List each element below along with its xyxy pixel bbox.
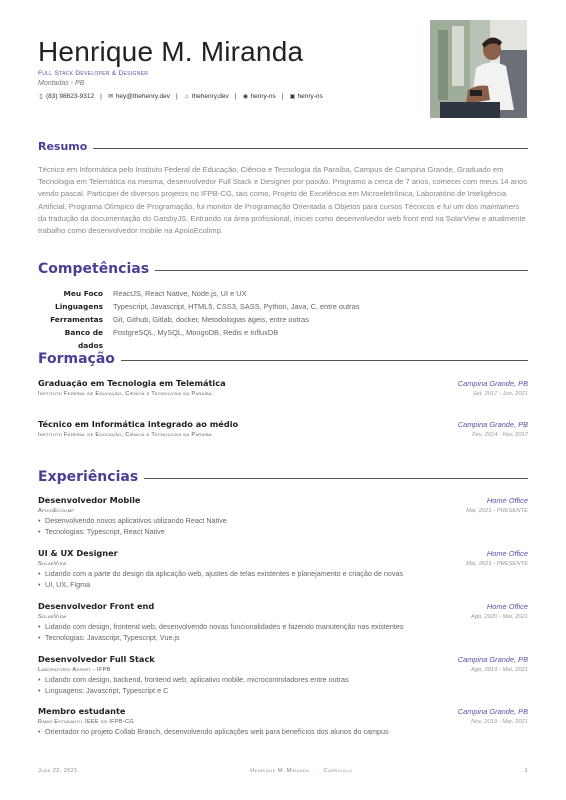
skills-section-title	[38, 261, 528, 277]
address: Montadas - PB	[38, 80, 85, 87]
bullet-item: • Lidando com a parte do design da aplicação web, ajustes de telas existentes e planejamento e criação de novas	[38, 569, 528, 580]
entry-title: Graduação em Tecnologia em Telemática	[38, 378, 226, 388]
full-name: Henrique M. Miranda	[38, 36, 304, 67]
experience-entry	[38, 601, 528, 643]
profile-photo-image	[430, 20, 527, 118]
entry-location: Campina Grande, PB	[457, 655, 528, 664]
email-text: hey@thehenry.dev	[115, 93, 170, 100]
section-divider	[121, 360, 528, 361]
entry-title: Técnico em Informática integrado ao médio	[38, 419, 239, 429]
skill-row	[38, 287, 359, 300]
education-heading: Formação	[38, 351, 115, 367]
contact-list	[38, 93, 428, 100]
skill-row	[38, 313, 359, 326]
entry-bullets	[38, 622, 528, 643]
skill-row	[38, 300, 359, 313]
entry-organization: ApoioEcolimp	[38, 508, 75, 514]
education-entry	[38, 378, 528, 397]
github-text: henry-ns	[250, 93, 276, 100]
summary-emphasis: maintainers	[480, 201, 520, 211]
website-text: thehenry.dev	[191, 93, 229, 100]
mobile-icon: ▯	[39, 93, 43, 100]
bullet-item: • Desenvolvendo novos aplicativos utilizando React Native	[38, 516, 528, 527]
skills-list	[38, 287, 359, 352]
skill-value: Typescript, Javascript, HTML5, CSS3, SASS, Python, Java, C, entre outras	[113, 302, 360, 311]
entry-location: Home Office	[486, 549, 528, 558]
phone-text: (83) 98623-9312	[46, 93, 95, 100]
entry-title: Desenvolvedor Front end	[38, 601, 155, 611]
entry-title: Membro estudante	[38, 706, 126, 716]
skill-key: Meu Foco	[63, 289, 103, 298]
summary-text	[38, 164, 528, 237]
bullet-item: • Tecnologias: Typescript, React Native	[38, 527, 528, 538]
entry-title: Desenvolvedor Full Stack	[38, 654, 155, 664]
footer-doc: Currículo	[323, 768, 353, 774]
entry-organization: SolarView	[38, 561, 67, 567]
profile-photo	[430, 20, 527, 118]
entry-bullets	[38, 675, 528, 696]
entry-date: Ago, 2019 - Mai, 2021	[470, 667, 528, 673]
education-entry	[38, 419, 528, 438]
summary-text-part: Técnico em Informática pelo Instituto Federal de Educação, Ciência e Tecnologia da Paraíba, Campus de Campina Grande, Graduado em Tecnologia em Telemática na mesma, desenvolvedor Full Stack e Designer por paixão. Programo a cerca de 7 anos, comecei com meus 14 anos vendo pascal. Participei de diversos projetos no IFPB-CG, tais como, Projeto de Excelência em Microeletrônica, Laboratório de Inteligência Artificial, Programa Olímpico de Programação, fui monitor de Programação Orientada a Objetos para cursos Técnicos e fui um dos	[38, 165, 528, 211]
bullet-item: • Lidando com design, backend, frontend web, aplicativo mobile, microcontroladores entre outras	[38, 675, 528, 686]
entry-date: Set, 2017 - Jun, 2021	[472, 391, 528, 397]
entry-date: Mai, 2021 - PRESENTE	[466, 561, 528, 567]
skill-key: Linguagens	[54, 302, 103, 311]
job-position: Full Stack Developer & Designer	[38, 70, 149, 77]
skill-key: Ferramentas	[50, 315, 103, 324]
home-icon: ⌂	[184, 93, 189, 100]
skill-row	[38, 326, 359, 352]
linkedin-contact[interactable]	[289, 93, 322, 100]
footer-date: June 22, 2021	[38, 768, 78, 774]
bullet-item: • Linguagens: Javascript, Typescript e C	[38, 686, 528, 697]
skills-heading: Competências	[38, 261, 150, 277]
entry-location: Campina Grande, PB	[457, 379, 528, 388]
summary-heading: Resumo	[38, 140, 88, 153]
section-divider	[93, 148, 528, 149]
entry-bullets	[38, 569, 528, 590]
entry-location: Campina Grande, PB	[457, 707, 528, 716]
bullet-item: • Tecnologias: Javascript, Typescript, Vue.js	[38, 633, 528, 644]
experience-heading: Experiências	[38, 469, 139, 485]
linkedin-text: henry-ns	[297, 93, 323, 100]
summary-text-part: da tradução da documentação do GatsbyJS. Entrando na área profissional, iniciei como desenvolvedor web front end na SolarView e atualmente trabalho como desenvolvedor mobile na ApoioEcolimp.	[38, 213, 526, 236]
skill-value: Git, Github, Gitlab, docker, Metodologias ágeis, entre outras	[113, 315, 309, 324]
phone-contact[interactable]	[38, 93, 94, 100]
github-contact[interactable]	[242, 93, 275, 100]
entry-organization: Instituto Federal de Educação, Ciência e Tecnologia da Paraíba	[38, 391, 212, 397]
footer-center	[250, 768, 352, 774]
skill-value: PostgreSQL, MySQL, MongoDB, Redis e InfluxDB	[113, 328, 279, 337]
separator: |	[100, 93, 102, 100]
github-icon: ◉	[242, 93, 249, 100]
resume-header	[38, 36, 428, 100]
experience-entry	[38, 654, 528, 696]
entry-organization: SolarView	[38, 614, 67, 620]
footer-dot: ·	[315, 768, 318, 774]
entry-organization: Laboratório Assert - IFPB	[38, 667, 111, 673]
bullet-item: • Lidando com design, frontend web, desenvolvendo novas funcionalidades e fazendo manutenção nas existentes	[38, 622, 528, 633]
entry-location: Home Office	[486, 496, 528, 505]
skill-value: ReactJS, React Native, Node.js, UI e UX	[113, 289, 247, 298]
page-number: 1	[524, 768, 528, 774]
separator: |	[281, 93, 284, 100]
section-divider	[144, 478, 528, 479]
entry-date: Nov, 2019 - Mar, 2021	[471, 719, 528, 725]
entry-date: Mai, 2021 - PRESENTE	[466, 508, 528, 514]
entry-title: Desenvolvedor Mobile	[38, 495, 141, 505]
experience-entry	[38, 495, 528, 537]
skill-key: Banco de dados	[64, 328, 103, 350]
bullet-item: • Orientador no projeto Collab Branch, desenvolvendo aplicações web para benefícios dos alunos do campus	[38, 727, 528, 738]
entry-date: Ago, 2020 - Mai, 2021	[470, 614, 528, 620]
experience-section-title	[38, 469, 528, 485]
section-divider	[155, 270, 528, 271]
experience-entry	[38, 548, 528, 590]
linkedin-icon: ▣	[289, 93, 296, 100]
entry-title: UI & UX Designer	[38, 548, 118, 558]
email-icon: ✉	[108, 93, 114, 100]
experience-entry	[38, 706, 528, 738]
education-section-title	[38, 351, 528, 367]
entry-bullets	[38, 516, 528, 537]
separator: |	[234, 93, 237, 100]
entry-location: Campina Grande, PB	[457, 420, 528, 429]
summary-section-title	[38, 140, 528, 153]
separator: |	[175, 93, 178, 100]
entry-bullets	[38, 727, 528, 738]
entry-organization: Ramo Estudantil IEEE do IFPB-CG	[38, 719, 135, 725]
bullet-item: • UI, UX, Figma	[38, 580, 528, 591]
email-contact[interactable]	[108, 93, 170, 100]
entry-organization: Instituto Federal de Educação, Ciência e Tecnologia da Paraíba	[38, 432, 212, 438]
entry-location: Home Office	[486, 602, 528, 611]
page-footer	[38, 768, 528, 774]
website-contact[interactable]	[184, 93, 229, 100]
entry-date: Fev, 2014 - Fev, 2017	[472, 432, 528, 438]
footer-name: Henrique M. Miranda	[250, 768, 310, 774]
